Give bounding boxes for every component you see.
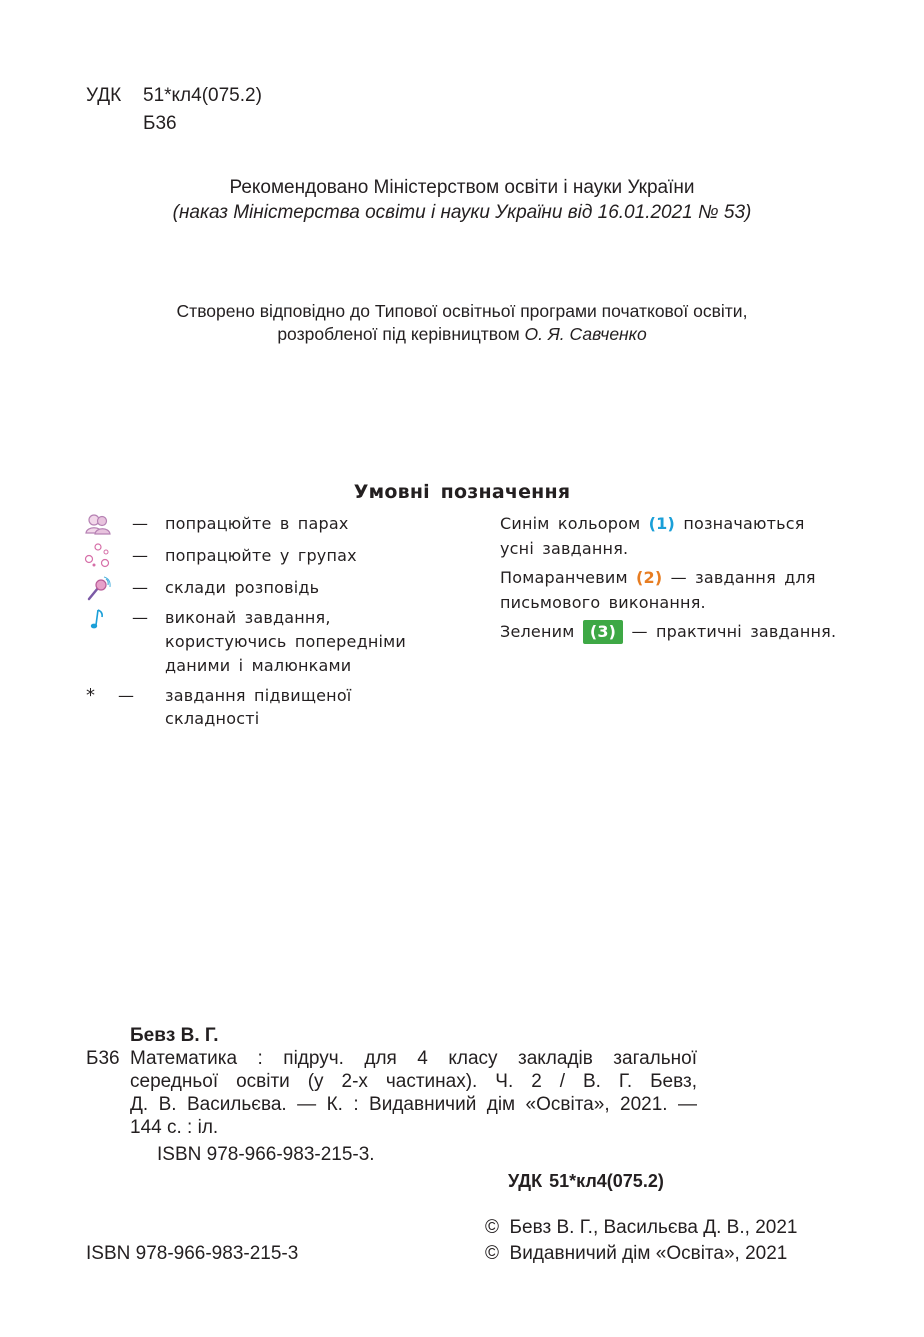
legend-item-pairs: попрацюйте в парах	[165, 514, 349, 533]
orange-prefix: Помаранчевим	[500, 568, 628, 587]
catalog-isbn: ISBN 978-966-983-215-3.	[157, 1144, 375, 1165]
green-prefix: Зеленим	[500, 622, 575, 641]
udk-code: 51*кл4(075.2)	[143, 85, 262, 106]
legend-item-data-line1: виконай завдання,	[165, 608, 331, 627]
program-line2	[0, 322, 924, 346]
orange-line1	[500, 566, 816, 590]
catalog-line4: 144 с. : іл.	[130, 1117, 219, 1138]
green-number: (3)	[583, 620, 623, 644]
author-mark: Б36	[143, 113, 177, 134]
legend-title: Умовні позначення	[353, 481, 571, 503]
orange-line2: письмового виконання.	[500, 593, 706, 612]
copyright-publisher: © Видавничий дім «Освіта», 2021	[485, 1243, 788, 1264]
microphone-icon	[84, 576, 112, 600]
program-author: О. Я. Савченко	[524, 324, 647, 344]
legend-dash: —	[132, 514, 149, 533]
blue-number: (1)	[648, 514, 676, 533]
footer-isbn: ISBN 978-966-983-215-3	[86, 1243, 299, 1264]
blue-line2: усні завдання.	[500, 539, 629, 558]
pairs-icon	[84, 512, 112, 536]
legend-dash: —	[132, 546, 149, 565]
legend-item-data-line3: даними і малюнками	[165, 656, 352, 675]
recommendation-line1: Рекомендовано Міністерством освіти і науки України	[229, 177, 695, 198]
catalog-line1: Математика : підруч. для 4 класу закладів загальної	[130, 1048, 697, 1069]
recommendation-line2: (наказ Міністерства освіти і науки України від 16.01.2021 № 53)	[172, 202, 752, 223]
catalog-line2: середньої освіти (у 2-х частинах). Ч. 2 / В. Г. Бевз,	[130, 1071, 697, 1092]
legend-item-story: склади розповідь	[165, 578, 320, 597]
catalog-line3: Д. В. Васильєва. — К. : Видавничий дім «Освіта», 2021. —	[130, 1094, 697, 1115]
music-note-icon	[84, 606, 112, 630]
legend-dash: —	[118, 686, 135, 705]
legend-item-star-line1: завдання підвищеної	[165, 686, 352, 705]
blue-line1	[500, 512, 805, 536]
blue-suffix: позначаються	[683, 514, 805, 533]
catalog-mark: Б36	[86, 1048, 120, 1069]
catalog-udk: УДК 51*кл4(075.2)	[508, 1171, 664, 1191]
star-symbol: *	[86, 685, 96, 706]
groups-icon	[84, 543, 112, 567]
legend-dash: —	[132, 608, 149, 627]
program-line1: Створено відповідно до Типової освітньої програми початкової освіти,	[176, 301, 748, 321]
green-line	[500, 620, 836, 644]
legend-dash: —	[132, 578, 149, 597]
orange-number: (2)	[636, 568, 663, 587]
copyright-authors: © Бевз В. Г., Васильєва Д. В., 2021	[485, 1217, 798, 1238]
legend-item-data-line2: користуючись попередніми	[165, 632, 407, 651]
legend-item-groups: попрацюйте у групах	[165, 546, 357, 565]
green-suffix: — практичні завдання.	[631, 622, 837, 641]
legend-item-star-line2: складності	[165, 709, 260, 728]
udk-label: УДК	[86, 85, 122, 106]
blue-prefix: Синім кольором	[500, 514, 641, 533]
program-line2-prefix: розробленої під керівництвом	[277, 324, 525, 344]
catalog-author: Бевз В. Г.	[130, 1025, 219, 1046]
orange-suffix: — завдання для	[670, 568, 816, 587]
